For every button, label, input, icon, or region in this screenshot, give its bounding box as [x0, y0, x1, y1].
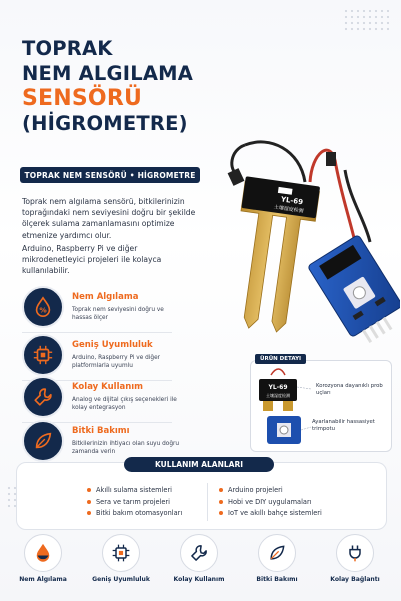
bottom-item-label: Geniş Uyumluluk [92, 576, 150, 583]
title-line-2: NEM ALGILAMA [22, 62, 194, 85]
bullet-icon [219, 500, 223, 504]
wrench-icon [180, 534, 218, 572]
feature-description: Toprak nem seviyesini doğru ve hassas ölçer [72, 307, 164, 321]
bottom-item-plant-care [238, 534, 316, 600]
feature-item-compatibility [22, 334, 172, 382]
bottom-item-label: Bitki Bakımı [256, 576, 298, 583]
bottom-item-label: Nem Algılama [19, 576, 67, 583]
list-item: Arduino projeleri [219, 485, 322, 497]
sensor-product-image [200, 130, 400, 360]
bottom-item-moisture [4, 534, 82, 600]
detail-probe-chinese: 土壤湿度检测 [266, 393, 290, 398]
feature-description: Analog ve dijital çıkış seçenekleri ile kolay entegrasyon [72, 397, 177, 411]
usage-list-right [219, 485, 322, 520]
feature-item-moisture [22, 286, 172, 334]
description-paragraph-2: Arduino, Raspberry Pi ve diğer mikrodenetleyici projeleri ile kolayca kullanılabilir. [22, 243, 162, 276]
page-title [22, 36, 193, 136]
percent-drop-icon [22, 286, 64, 328]
list-item: Akıllı sulama sistemleri [87, 485, 182, 497]
description-paragraph-1: Toprak nem algılama sensörü, bitkilerinizin toprağındaki nem seviyesini doğru bir şekilde ölçerek sulama zamanlamasını optimize etmenize yardımcı olur. [22, 197, 196, 240]
usage-areas-heading: KULLANIM ALANLARI [124, 457, 274, 472]
probe-model-label: YL-69 [280, 195, 304, 207]
feature-description: Arduino, Raspberry Pi ve diğer platformlarla uyumlu [72, 355, 161, 369]
product-detail-heading: ÜRÜN DETAYI [255, 354, 306, 364]
title-line-3: SENSÖRÜ [22, 86, 143, 111]
bottom-item-label: Kolay Kullanım [173, 576, 225, 583]
feature-item-ease-of-use [22, 376, 177, 424]
bullet-icon [87, 511, 91, 515]
bullet-icon [219, 511, 223, 515]
detail-probe-label: YL-69 [268, 384, 288, 391]
list-item: IoT ve akıllı bahçe sistemleri [219, 508, 322, 520]
chip-icon [102, 534, 140, 572]
bottom-feature-row [0, 528, 401, 601]
detail-note-probe: Korozyona dayanıklı prob uçları [316, 383, 383, 396]
detail-note-trimpot: Ayarlanabilir hassasiyet trimpotu [312, 419, 375, 432]
bullet-icon [87, 500, 91, 504]
probe-chinese-label: 土壤湿度检测 [273, 204, 304, 215]
divider [22, 332, 172, 333]
chip-icon [22, 334, 64, 376]
wrench-icon [22, 376, 64, 418]
svg-text:%: % [39, 305, 47, 315]
feature-description: Bitkilerinizin ihtiyacı olan suyu doğru zamanda verin [72, 441, 180, 455]
feature-title: Bitki Bakımı [72, 426, 130, 436]
divider [207, 483, 208, 521]
title-line-1: TOPRAK [22, 37, 113, 60]
decorative-dots [343, 8, 389, 32]
product-description [22, 196, 202, 278]
bottom-item-ease-of-use [160, 534, 238, 600]
bullet-icon [87, 488, 91, 492]
leaf-icon [22, 420, 64, 462]
feature-title: Kolay Kullanım [72, 382, 144, 392]
feature-title: Geniş Uyumluluk [72, 340, 153, 350]
bottom-item-compatibility [82, 534, 160, 600]
list-item: Sera ve tarım projeleri [87, 497, 182, 509]
usage-list-left [87, 485, 182, 520]
feature-title: Nem Algılama [72, 292, 139, 302]
usage-areas-panel [16, 462, 387, 530]
product-detail-panel [250, 360, 392, 452]
product-detail-illustration [251, 361, 391, 451]
subtitle-banner: TOPRAK NEM SENSÖRÜ • HİGROMETRE [20, 167, 200, 183]
list-item: Bitki bakım otomasyonları [87, 508, 182, 520]
list-item: Hobi ve DIY uygulamaları [219, 497, 322, 509]
plug-icon [336, 534, 374, 572]
title-line-4: (HİGROMETRE) [22, 112, 188, 135]
bullet-icon [219, 488, 223, 492]
leaf-icon [258, 534, 296, 572]
bottom-item-connection [316, 534, 394, 600]
water-drop-icon [24, 534, 62, 572]
bottom-item-label: Kolay Bağlantı [330, 576, 380, 583]
